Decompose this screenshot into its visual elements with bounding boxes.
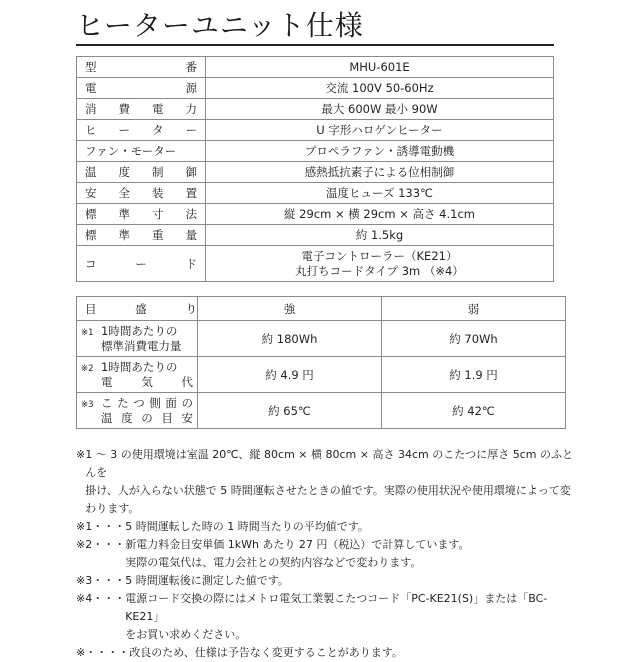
label-char: 重 (152, 228, 164, 242)
spec-label (77, 57, 206, 78)
spec-row (77, 204, 554, 225)
note-block (76, 572, 576, 590)
label-char: つ (133, 395, 145, 410)
label-char: 標 (85, 228, 97, 242)
note-text: 5 時間運転後に測定した値です。 (125, 574, 289, 587)
spec-value (206, 141, 554, 162)
label-char: た (117, 395, 129, 410)
note-text: をお買い求めください。 (125, 628, 247, 641)
label-char: 代 (181, 374, 193, 389)
note-text: わります。 (85, 502, 140, 515)
label-char: 寸 (152, 207, 164, 221)
usage-label-lines (101, 324, 193, 354)
spec-value-line: 縦 29cm × 横 29cm × 高さ 4.1cm (284, 207, 475, 221)
label-char: 標準消費電力量 (101, 338, 182, 353)
usage-label-lines (101, 360, 193, 390)
spec-row (77, 120, 554, 141)
spec-value (206, 99, 554, 120)
label-char: の (141, 410, 153, 425)
usage-label-line (101, 360, 193, 375)
usage-header-row (77, 297, 566, 321)
note-text: 1 ～ 3 の使用環境は室温 20℃、縦 80cm × 横 80cm × 高さ 34cm のこたつに厚さ 5cm のふとんを (85, 448, 573, 479)
note-mark: ※3・・・ (76, 574, 126, 587)
note-text: 掛け、人が入らない状態で 5 時間運転させたときの値です。実際の使用状況や使用環境によって変 (85, 484, 571, 497)
usage-header-label-text (81, 301, 209, 317)
spec-value (206, 162, 554, 183)
spec-label-text (85, 80, 197, 96)
spec-table (76, 56, 554, 282)
label-char: ー (118, 123, 130, 137)
label-char: 制 (152, 165, 164, 179)
usage-header-strong: 強 (198, 297, 382, 321)
spec-value-line: 最大 600W 最小 90W (321, 102, 438, 116)
spec-value-line: 電子コントローラー（KE21） (301, 248, 458, 263)
note-block (76, 536, 576, 572)
spec-value (206, 120, 554, 141)
usage-label-line (101, 324, 193, 339)
note-text: 5 時間運転した時の 1 時間当たりの平均値です。 (125, 520, 369, 533)
note-line (76, 572, 576, 590)
label-char: 電 (101, 374, 113, 389)
usage-mark: ※3 (81, 400, 94, 410)
usage-strong-value: 約 65℃ (198, 393, 382, 429)
note-mark: ※ (76, 448, 86, 461)
label-char: 電 (152, 102, 164, 116)
label-char: 1 (101, 359, 109, 374)
usage-label-lines (101, 396, 193, 426)
spec-row (77, 225, 554, 246)
label-char: 準 (118, 228, 130, 242)
note-line (76, 554, 576, 572)
spec-value-line: 丸打ちコードタイプ 3m （※4） (295, 263, 464, 278)
spec-value-line: 温度ヒューズ 133℃ (326, 186, 433, 200)
note-line (76, 446, 576, 482)
label-char: ファン・モーター (85, 144, 177, 158)
spec-value-line: 交流 100V 50-60Hz (325, 81, 434, 95)
note-line (76, 518, 576, 536)
spec-label (77, 120, 206, 141)
note-mark: ※1・・・ (76, 520, 126, 533)
label-char: ー (185, 123, 197, 137)
spec-value (206, 57, 554, 78)
spec-label-text (85, 59, 197, 75)
note-mark: ※2・・・ (76, 538, 126, 551)
spec-label (77, 99, 206, 120)
spec-row (77, 183, 554, 204)
label-char: り (185, 301, 197, 316)
label-char: 型 (85, 60, 97, 74)
label-char: 側 (149, 395, 161, 410)
label-char: 安 (85, 186, 97, 200)
spec-label-text (85, 164, 197, 180)
usage-label (77, 393, 198, 429)
label-char: の (181, 395, 193, 410)
usage-row (77, 357, 566, 393)
usage-row (77, 321, 566, 357)
note-line (76, 482, 576, 500)
label-char: 面 (165, 395, 177, 410)
usage-weak-value: 約 42℃ (382, 393, 566, 429)
label-char: 温 (85, 165, 97, 179)
label-char: ド (185, 256, 197, 271)
label-char: 全 (118, 186, 130, 200)
label-char: 装 (152, 186, 164, 200)
usage-header-label (77, 297, 198, 321)
label-char: コ (85, 256, 97, 271)
spec-value-line: 感熱抵抗素子による位相制御 (304, 165, 455, 179)
label-char: ヒ (85, 123, 97, 137)
note-block (76, 644, 576, 662)
spec-value (206, 246, 554, 282)
label-char: 量 (185, 228, 197, 242)
note-line (76, 644, 576, 662)
usage-label-line (101, 396, 193, 411)
spec-label-text (85, 227, 197, 243)
note-line (76, 500, 576, 518)
label-char: 費 (118, 102, 130, 116)
label-char: タ (152, 123, 164, 137)
note-line (76, 626, 576, 644)
label-char: 源 (185, 81, 197, 95)
spec-label-text (85, 143, 197, 159)
spec-row (77, 141, 554, 162)
page-title: ヒーターユニット仕様 (76, 9, 364, 42)
spec-value-line: 約 1.5kg (355, 228, 404, 242)
spec-row (77, 57, 554, 78)
label-char: 目 (161, 410, 173, 425)
note-block (76, 590, 576, 644)
usage-label (77, 357, 198, 393)
usage-label (77, 321, 198, 357)
label-char: 目 (85, 301, 97, 316)
usage-mark: ※1 (81, 328, 94, 338)
note-text: 新電力料金目安単価 1kWh あたり 27 円（税込）で計算しています。 (125, 538, 470, 551)
spec-label (77, 225, 206, 246)
spec-label (77, 78, 206, 99)
spec-label-text (85, 206, 197, 222)
label-char: 温 (101, 410, 113, 425)
usage-weak-value: 約 70Wh (382, 321, 566, 357)
label-char: 1 (101, 323, 109, 338)
label-char: 力 (185, 102, 197, 116)
note-mark: ※4・・・ (76, 592, 126, 605)
usage-weak-value: 約 1.9 円 (382, 357, 566, 393)
usage-strong-value: 約 180Wh (198, 321, 382, 357)
label-char: 時間あたりの (108, 323, 178, 338)
note-line (76, 590, 576, 626)
usage-label-line (101, 411, 193, 426)
spec-value-line: U 字形ハロゲンヒーター (316, 123, 443, 137)
spec-value-line: MHU-601E (349, 60, 410, 74)
spec-label-text (85, 101, 197, 117)
spec-label (77, 246, 206, 282)
spec-value (206, 204, 554, 225)
spec-row (77, 99, 554, 120)
usage-table (76, 296, 566, 429)
spec-label-text (85, 185, 197, 201)
label-char: ー (135, 256, 147, 271)
label-char: 消 (85, 102, 97, 116)
spec-label-text (85, 122, 197, 138)
label-char: 電 (85, 81, 97, 95)
spec-label (77, 204, 206, 225)
note-mark: ※・・・・ (76, 646, 130, 659)
spec-value (206, 183, 554, 204)
note-block (76, 446, 576, 518)
usage-label-line (101, 375, 193, 390)
note-block (76, 518, 576, 536)
spec-value-line: プロペラファン・誘導電動機 (304, 144, 455, 158)
label-char: 安 (181, 410, 193, 425)
note-text: 改良のため、仕様は予告なく変更することがあります。 (129, 646, 403, 659)
spec-value (206, 78, 554, 99)
spec-row (77, 246, 554, 282)
note-line (76, 536, 576, 554)
label-char: こ (101, 395, 113, 410)
spec-row (77, 162, 554, 183)
label-char: 度 (121, 410, 133, 425)
label-char: 番 (185, 60, 197, 74)
note-text: 電源コード交換の際にはメトロ電気工業製こたつコード「PC-KE21(S)」または「BC-KE21」 (125, 592, 548, 623)
usage-strong-value: 約 4.9 円 (198, 357, 382, 393)
title-underline (76, 44, 554, 46)
label-char: 盛 (135, 301, 147, 316)
usage-row (77, 393, 566, 429)
usage-label-line (101, 339, 193, 354)
usage-mark: ※2 (81, 364, 94, 374)
label-char: 置 (185, 186, 197, 200)
label-char: 標 (85, 207, 97, 221)
label-char: 法 (185, 207, 197, 221)
label-char: 時間あたりの (108, 359, 178, 374)
spec-label (77, 141, 206, 162)
label-char: 御 (185, 165, 197, 179)
spec-label (77, 162, 206, 183)
spec-value (206, 225, 554, 246)
label-char: 気 (141, 374, 153, 389)
spec-row (77, 78, 554, 99)
spec-label (77, 183, 206, 204)
spec-label-text (85, 256, 197, 272)
usage-header-weak: 弱 (382, 297, 566, 321)
label-char: 準 (118, 207, 130, 221)
note-text: 実際の電気代は、電力会社との契約内容などで変わります。 (125, 556, 422, 569)
label-char: 度 (118, 165, 130, 179)
